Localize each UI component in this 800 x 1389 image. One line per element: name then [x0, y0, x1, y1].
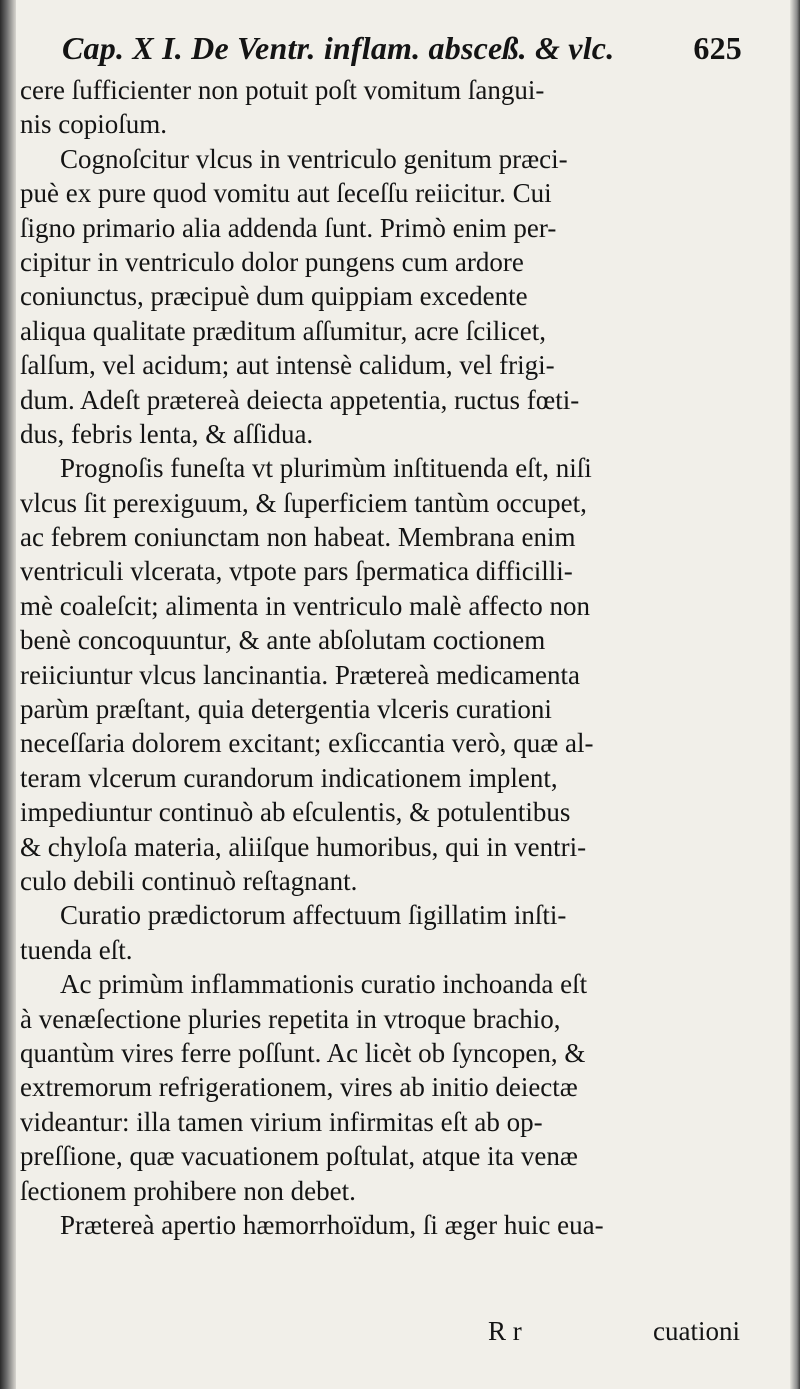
- catchline: [20, 1314, 740, 1348]
- text-line: Cognoſcitur vlcus in ventriculo genitum præci-: [60, 143, 568, 174]
- text-line: videantur: illa tamen virium infirmitas eſt ab op-: [20, 1106, 543, 1137]
- text-line: parùm præſtant, quia detergentia vlceris curationi: [20, 694, 552, 725]
- catchword: cuationi: [653, 1316, 740, 1346]
- text-line: Prætereà apertio hæmorrhoïdum, ſi æger huic eua-: [60, 1209, 604, 1240]
- text-line: ventriculi vlcerata, vtpote pars ſpermatica difficilli-: [20, 556, 573, 587]
- text-line: extremorum refrigerationem, vires ab initio deiectæ: [20, 1072, 578, 1103]
- running-head-title: Cap. X I. De Ventr. inflam. absceß. & vlc.: [62, 30, 615, 66]
- page-number: 625: [693, 30, 742, 66]
- text-line: cipitur in ventriculo dolor pungens cum ardore: [20, 246, 524, 277]
- text-line: coniunctus, præcipuè dum quippiam excedente: [20, 281, 528, 312]
- running-head: [62, 30, 742, 67]
- page-gutter-shadow: [0, 0, 16, 1389]
- text-line: Prognoſis funeſta vt plurimùm inſtituenda eſt, niſi: [60, 453, 592, 484]
- text-line: puè ex pure quod vomitu aut ſeceſſu reiicitur. Cui: [20, 178, 552, 209]
- text-line: Ac primùm inflammationis curatio inchoanda eſt: [60, 969, 588, 1000]
- text-line: benè concoquuntur, & ante abſolutam coctionem: [20, 625, 546, 656]
- text-line: & chyloſa materia, aliiſque humoribus, qui in ventri-: [20, 831, 587, 862]
- signature-mark: R r: [488, 1316, 522, 1346]
- text-line: tuenda eſt.: [20, 934, 133, 965]
- text-line: ſectionem prohibere non debet.: [20, 1175, 356, 1206]
- text-line: Curatio prædictorum affectuum ſigillatim inſti-: [60, 900, 567, 931]
- text-line: dus, febris lenta, & aſſidua.: [20, 418, 314, 449]
- text-line: teram vlcerum curandorum indicationem implent,: [20, 762, 558, 793]
- text-line: reiiciuntur vlcus lancinantia. Prætereà medicamenta: [20, 659, 581, 690]
- page-edge-shadow: [790, 0, 800, 1389]
- text-line: à venæſectione pluries repetita in vtroque brachio,: [20, 1003, 561, 1034]
- text-line: neceſſaria dolorem excitant; exſiccantia verò, quæ al-: [20, 728, 594, 759]
- text-line: ſigno primario alia addenda ſunt. Primò enim per-: [20, 212, 557, 243]
- text-line: mè coaleſcit; alimenta in ventriculo malè affecto non: [20, 590, 591, 621]
- text-line: ſalſum, vel acidum; aut intensè calidum, vel frigi-: [20, 350, 555, 381]
- text-line: impediuntur continuò ab eſculentis, & potulentibus: [20, 797, 571, 828]
- text-line: aliqua qualitate præditum aſſumitur, acre ſcilicet,: [20, 315, 546, 346]
- text-line: preſſione, quæ vacuationem poſtulat, atque ita venæ: [20, 1141, 578, 1172]
- text-line: culo debili continuò reſtagnant.: [20, 865, 358, 896]
- text-line: quantùm vires ferre poſſunt. Ac licèt ob ſyncopen, &: [20, 1037, 586, 1068]
- text-line: dum. Adeſt prætereà deiecta appetentia, ructus fœti-: [20, 384, 580, 415]
- text-line: vlcus ſit perexiguum, & ſuperficiem tantùm occupet,: [20, 487, 587, 518]
- text-line: cere ſufficienter non potuit poſt vomitum ſangui-: [20, 75, 545, 105]
- body-text: [20, 73, 740, 1242]
- text-line: ac febrem coniunctam non habeat. Membrana enim: [20, 522, 576, 553]
- text-line: nis copioſum.: [20, 109, 167, 140]
